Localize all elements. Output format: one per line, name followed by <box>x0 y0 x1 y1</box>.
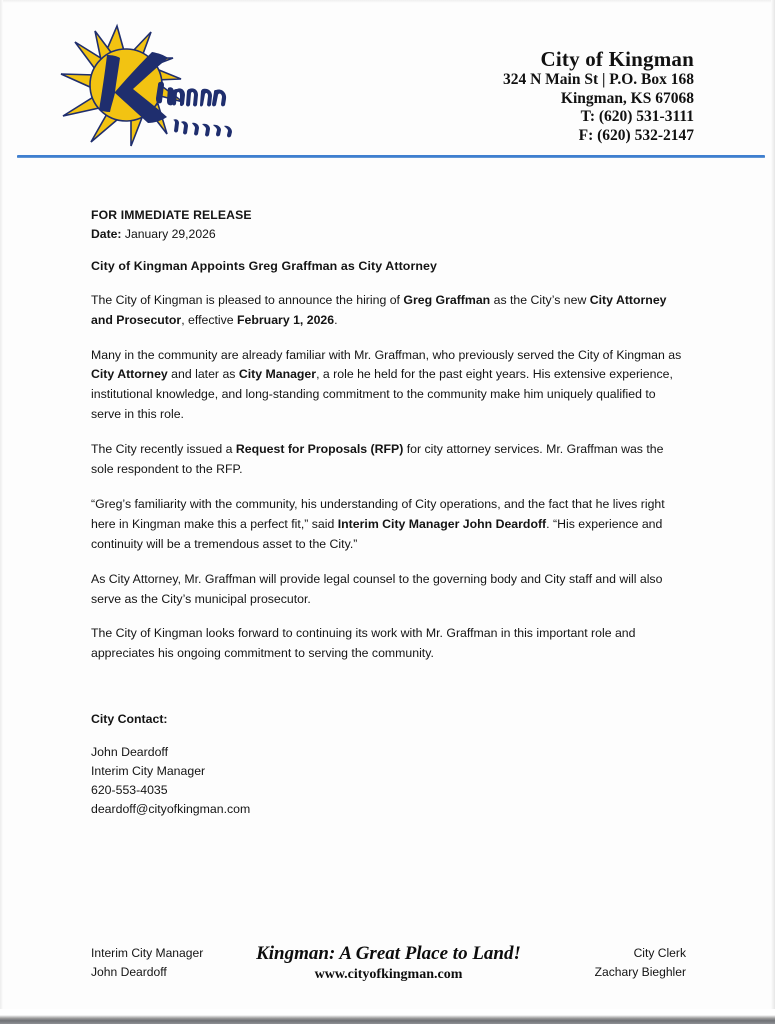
p4-text-2: . “His experience and continuity will be a tremendous asset to the City.” <box>91 516 663 551</box>
organization-address-line-1: 324 N Main St | P.O. Box 168 <box>502 70 694 88</box>
paragraph-5 <box>91 570 686 610</box>
p5-text-1: As City Attorney, Mr. Graffman will provide legal counsel to the governing body and City staff and will also serve as the City’s municipal prosecutor. <box>91 571 663 606</box>
p2-text-1: Many in the community are already familiar with Mr. Graffman, who previously served the City of Kingman as <box>91 347 682 362</box>
p1-text-1: The City of Kingman is pleased to announce the hiring of <box>91 292 404 307</box>
footer-left-official <box>91 944 203 982</box>
header-divider-rule <box>17 155 765 158</box>
footer-right-name: Zachary Bieghler <box>594 965 686 980</box>
p2-text-2: and later as <box>167 367 239 382</box>
city-tagline: Kingman: A Great Place to Land! <box>256 943 521 964</box>
contact-role: Interim City Manager <box>91 763 206 778</box>
footer-center-branding <box>256 942 521 984</box>
letterhead <box>0 0 775 160</box>
p3-bold-1: Request for Proposals (RFP) <box>235 442 404 457</box>
p6-text-1: The City of Kingman looks forward to continuing its work with Mr. Graffman in this important role and appreciates his ongoing commitment to serving the community. <box>91 626 636 661</box>
page-footer <box>91 942 686 992</box>
footer-left-role: Interim City Manager <box>91 946 204 960</box>
p4-text-1: “Greg’s familiarity with the community, his understanding of City operations, and the fact that he lives right here in Kingman make this a perfect fit,” said <box>91 496 665 531</box>
p2-bold-1: City Attorney <box>91 367 168 382</box>
immediate-release-label: FOR IMMEDIATE RELEASE <box>91 208 252 222</box>
p1-bold-1: Greg Graffman <box>403 292 491 307</box>
footer-left-name: John Deardoff <box>91 965 167 980</box>
paragraph-2 <box>91 346 686 426</box>
p3-text-1: The City recently issued a <box>91 442 236 457</box>
paragraph-6 <box>91 624 686 664</box>
city-contact-title: City Contact: <box>91 712 168 727</box>
footer-right-role: City Clerk <box>633 946 686 960</box>
organization-phone: T: (620) 531-3111 <box>580 108 694 126</box>
p2-text-3: , a role he held for the past eight years. His extensive experience, institutional knowledge, and long-standing commitment to the community make him uniquely qualified to serve in this role. <box>91 367 673 422</box>
p1-text-3: , effective <box>181 312 238 327</box>
footer-right-official <box>595 944 686 982</box>
organization-name: City of Kingman <box>540 47 694 71</box>
release-date-value: January 29,2026 <box>124 226 216 241</box>
city-contact-details <box>91 743 686 820</box>
contact-name: John Deardoff <box>91 744 169 759</box>
city-contact-block <box>91 710 686 819</box>
press-release-body <box>91 206 686 819</box>
paragraph-1 <box>91 291 686 331</box>
p1-bold-2: City Attorney and Prosecutor <box>91 292 667 327</box>
scan-edge-bottom <box>0 1009 775 1024</box>
city-website-url[interactable]: www.cityofkingman.com <box>314 967 463 983</box>
organization-address-block <box>503 48 694 146</box>
p1-bold-3: February 1, 2026 <box>237 312 335 327</box>
p1-text-2: as the City’s new <box>490 292 590 307</box>
contact-email[interactable]: deardoff@cityofkingman.com <box>91 802 251 817</box>
p4-bold-1: Interim City Manager John Deardoff <box>337 516 547 531</box>
p3-text-2: for city attorney services. Mr. Graffman was the sole respondent to the RFP. <box>91 442 664 477</box>
release-date-line <box>91 225 686 244</box>
release-date-label: Date: <box>91 226 122 241</box>
organization-address-line-2: Kingman, KS 67068 <box>560 89 694 107</box>
paragraph-3 <box>91 440 686 480</box>
page-title: City of Kingman Appoints Greg Graffman as City Attorney <box>91 259 438 274</box>
organization-fax: F: (620) 532-2147 <box>578 127 694 145</box>
p2-bold-2: City Manager <box>238 367 317 382</box>
paragraph-4-quote <box>91 495 686 555</box>
contact-phone[interactable]: 620-553-4035 <box>91 783 168 798</box>
p1-text-4: . <box>334 312 338 327</box>
kingman-sun-logo-icon <box>55 22 240 147</box>
